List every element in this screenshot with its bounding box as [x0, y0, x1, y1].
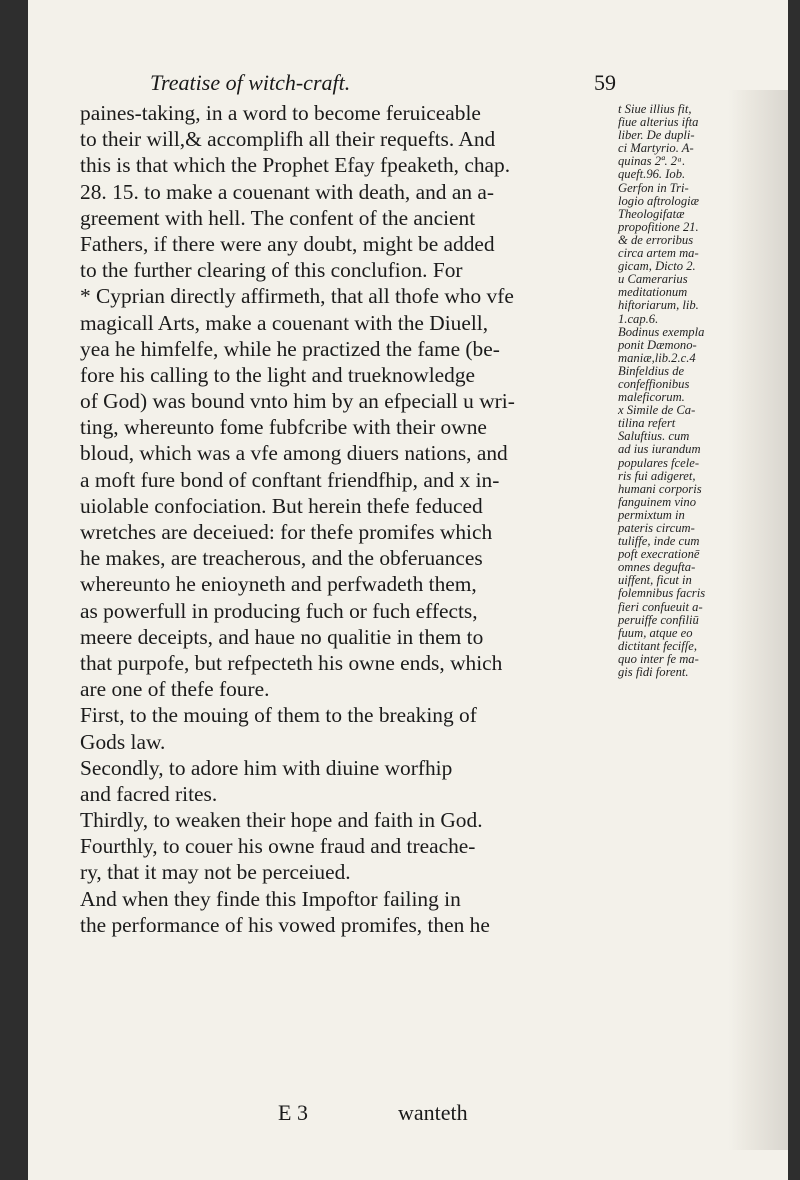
- text-line: and facred rites.: [80, 781, 218, 806]
- text-line: meere deceipts, and haue no qualitie in them to: [80, 624, 484, 649]
- text-line: he makes, are treacherous, and the obferuances: [80, 546, 483, 571]
- text-line: yea he himfelfe, while he practized the fame (be-: [80, 336, 500, 361]
- margin-note-line: maniæ,lib.2.c.4: [618, 350, 696, 365]
- margin-note-line: quinas 2ª. 2ᵃ.: [618, 154, 686, 169]
- text-line: as powerfull in producing fuch or fuch effects,: [80, 598, 478, 623]
- text-line: Thirdly, to weaken their hope and faith in God.: [80, 808, 483, 833]
- margin-note-line: x Simile de Ca-: [618, 403, 696, 418]
- margin-note-line: ad ius iurandum: [618, 442, 701, 457]
- text-line: wretches are deceiued: for thefe promifes which: [80, 520, 493, 544]
- margin-note-line: 1.cap.6.: [618, 311, 659, 326]
- margin-note-line: peruiffe confiliū: [618, 612, 699, 627]
- margin-note-line: folemnibus facris: [618, 586, 706, 601]
- margin-note-line: fuum, atque eo: [618, 625, 693, 640]
- marginal-notes: [618, 103, 748, 679]
- text-line: First, to the mouing of them to the breaking of: [80, 703, 477, 728]
- margin-note-line: fanguinem vino: [618, 494, 696, 509]
- text-line: bloud, which was a vfe among diuers nations, and: [80, 441, 508, 466]
- text-line: to the further clearing of this conclufion. For: [80, 258, 463, 283]
- margin-note-line: poft execrationē: [618, 547, 700, 562]
- page-number: 59: [594, 70, 616, 95]
- text-line: * Cyprian directly affirmeth, that all thofe who vfe: [80, 284, 514, 309]
- text-line: ting, whereunto fome fubfcribe with their owne: [80, 415, 487, 440]
- margin-note-line: permixtum in: [618, 507, 685, 522]
- margin-note-line: queft.96. Iob.: [618, 167, 686, 182]
- text-line: whereunto he enioyneth and perfwadeth them,: [80, 572, 477, 597]
- margin-note-line: u Camerarius: [618, 272, 688, 287]
- text-line: of God) was bound vnto him by an efpeciall u wri-: [80, 389, 515, 414]
- margin-note-line: circa artem ma-: [618, 246, 699, 261]
- text-line: Fourthly, to couer his owne fraud and treache-: [80, 834, 476, 859]
- margin-note-line: propofitione 21.: [618, 219, 699, 234]
- margin-note-line: maleficorum.: [618, 390, 685, 405]
- text-line: Fathers, if there were any doubt, might be added: [80, 231, 495, 256]
- margin-note-line: fiue alterius ifta: [618, 115, 699, 130]
- margin-note-line: Saluftius. cum: [618, 429, 690, 444]
- book-page: [28, 0, 788, 1180]
- margin-note-line: confeffionibus: [618, 376, 690, 391]
- margin-note-line: uiffent, ficut in: [618, 573, 692, 588]
- margin-note-line: omnes degufta-: [618, 560, 696, 575]
- margin-note-line: t Siue illius fit,: [618, 102, 692, 116]
- text-line: this is that which the Prophet Efay fpeaketh, chap.: [80, 153, 511, 178]
- margin-note-line: logio aftrologiæ: [618, 193, 700, 208]
- margin-note-line: Bodinus exempla: [618, 324, 705, 339]
- margin-note-line: Theologifatæ: [618, 206, 685, 221]
- margin-note-line: ponit Dæmono-: [618, 337, 697, 352]
- text-line: 28. 15. to make a couenant with death, and an a-: [80, 179, 495, 204]
- margin-note-line: tilina refert: [618, 416, 676, 431]
- page-header: [138, 70, 618, 100]
- main-text-block: [80, 100, 620, 938]
- text-line: ry, that it may not be perceiued.: [80, 860, 351, 885]
- text-line: paines-taking, in a word to become feruiceable: [80, 101, 481, 125]
- margin-note-line: gis fidi forent.: [618, 665, 689, 680]
- margin-note-line: populares fcele-: [618, 455, 700, 470]
- text-line: that purpofe, but refpecteth his owne ends, which: [80, 650, 503, 675]
- text-line: a moft fure bond of conftant friendfhip, and x in-: [80, 467, 500, 492]
- margin-note-line: ris fui adigeret,: [618, 468, 696, 483]
- margin-note-line: humani corporis: [618, 481, 702, 496]
- running-title: Treatise of witch-craft.: [150, 70, 351, 95]
- margin-note-line: meditationum: [618, 285, 688, 300]
- margin-note-line: hiftoriarum, lib.: [618, 298, 699, 313]
- margin-note-line: ci Martyrio. A-: [618, 141, 694, 156]
- text-line: magicall Arts, make a couenant with the Diuell,: [80, 310, 489, 335]
- margin-note-line: tuliffe, inde cum: [618, 534, 700, 549]
- text-line: the performance of his vowed promifes, then he: [80, 912, 490, 937]
- text-line: And when they finde this Impoftor failing in: [80, 886, 461, 911]
- margin-note-line: pateris circum-: [618, 521, 695, 535]
- margin-note-line: gicam, Dicto 2.: [618, 259, 696, 274]
- catchword: wanteth: [398, 1100, 468, 1125]
- margin-note-line: fieri confueuit a-: [618, 599, 703, 614]
- margin-note-line: Binfeldius de: [618, 363, 685, 378]
- margin-note-line: & de erroribus: [618, 232, 694, 247]
- text-line: greement with hell. The confent of the ancient: [80, 205, 476, 230]
- page-footer: [278, 1100, 638, 1126]
- margin-note-line: Gerfon in Tri-: [618, 180, 689, 195]
- text-line: fore his calling to the light and trueknowledge: [80, 362, 476, 387]
- text-line: to their will,& accomplifh all their requefts. And: [80, 127, 496, 152]
- margin-note-line: dictitant fecifſe,: [618, 638, 698, 653]
- text-line: Gods law.: [80, 729, 166, 754]
- text-line: uiolable confociation. But herein thefe feduced: [80, 493, 483, 518]
- signature-mark: E 3: [278, 1100, 308, 1125]
- text-line: are one of thefe foure.: [80, 677, 270, 702]
- margin-note-line: liber. De dupli-: [618, 128, 695, 143]
- margin-note-line: quo inter fe ma-: [618, 651, 699, 666]
- text-line: Secondly, to adore him with diuine worfhip: [80, 755, 453, 780]
